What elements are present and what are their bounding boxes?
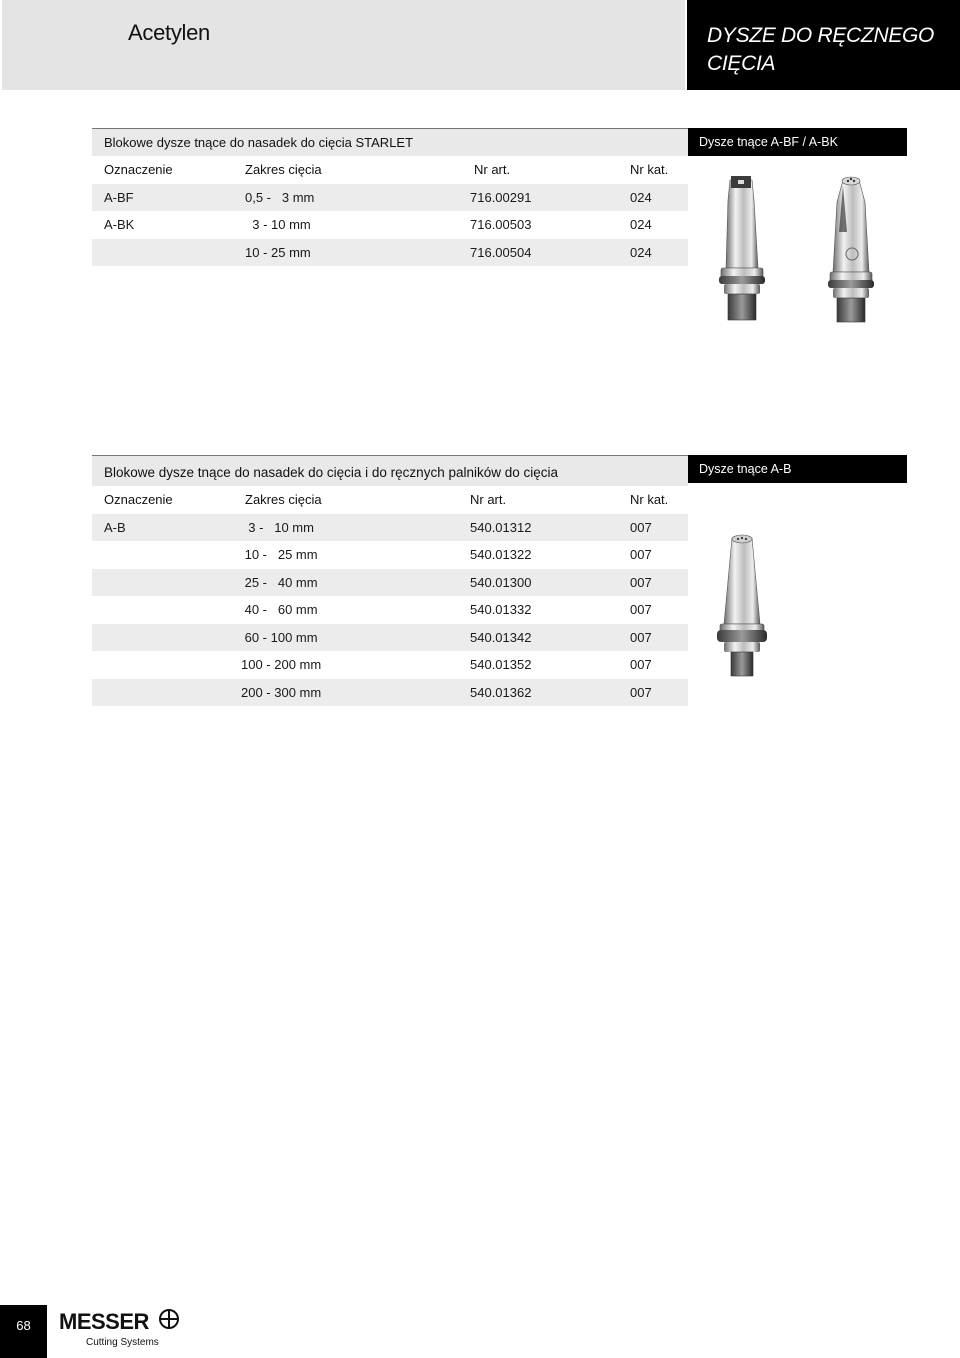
cell-nr-art: 716.00291 — [470, 189, 532, 205]
table-header-row — [92, 156, 688, 184]
cell-nr-art: 716.00503 — [470, 217, 532, 232]
table-caption: Blokowe dysze tnące do nasadek do cięcia i do ręcznych palników do cięcia — [92, 455, 688, 486]
cell-zakres: 60 - 100 mm — [241, 629, 318, 645]
nozzle-a-bk-image — [821, 172, 881, 324]
cell-nr-kat: 007 — [630, 574, 652, 590]
cell-zakres: 25 - 40 mm — [241, 574, 318, 590]
cell-zakres: 200 - 300 mm — [241, 684, 322, 700]
nozzle-a-b-image — [712, 530, 772, 680]
table-row — [92, 541, 688, 569]
header-right-band — [687, 0, 960, 90]
cell-oznaczenie: A-B — [104, 519, 126, 535]
nozzle-a-bf-image — [712, 172, 772, 324]
table-header-row — [92, 486, 688, 514]
cell-nr-art: 540.01312 — [470, 519, 532, 535]
side-label-a-bf-a-bk: Dysze tnące A-BF / A-BK — [688, 128, 907, 156]
col-header-oznaczenie: Oznaczenie — [104, 162, 173, 177]
page-number: 68 — [0, 1305, 47, 1358]
cell-nr-art: 540.01300 — [470, 574, 532, 590]
table-row — [92, 596, 688, 624]
cell-zakres: 40 - 60 mm — [241, 602, 318, 617]
cell-zakres: 10 - 25 mm — [245, 244, 311, 260]
section-title: Acetylen — [128, 20, 210, 45]
table-caption: Blokowe dysze tnące do nasadek do cięcia STARLET — [92, 128, 688, 156]
cell-nr-art: 540.01362 — [470, 684, 532, 700]
cell-nr-art: 540.01352 — [470, 657, 532, 672]
cell-zakres: 100 - 200 mm — [241, 657, 322, 672]
col-header-nr-kat: Nr kat. — [630, 162, 669, 177]
table-row — [92, 651, 688, 679]
col-header-nr-kat: Nr kat. — [630, 492, 669, 507]
table-row — [92, 184, 688, 212]
cell-nr-kat: 007 — [630, 602, 652, 617]
col-header-nr-art: Nr art. — [474, 162, 511, 177]
cell-zakres: 3 - 10 mm — [241, 519, 314, 535]
col-header-zakres: Zakres cięcia — [245, 162, 322, 177]
table-row — [92, 514, 688, 542]
brand-subtitle: Cutting Systems — [86, 1337, 159, 1348]
col-header-oznaczenie: Oznaczenie — [104, 492, 173, 507]
header-left-band — [2, 0, 685, 90]
col-header-zakres: Zakres cięcia — [245, 492, 322, 507]
brand-name: MESSER — [59, 1309, 149, 1334]
cell-nr-kat: 007 — [630, 519, 652, 535]
cell-zakres: 3 - 10 mm — [245, 217, 311, 232]
cell-nr-kat: 007 — [630, 547, 652, 562]
table-row — [92, 239, 688, 267]
cell-nr-art: 716.00504 — [470, 244, 532, 260]
cell-nr-kat: 024 — [630, 189, 652, 205]
table-row — [92, 569, 688, 597]
cell-nr-kat: 007 — [630, 657, 652, 672]
chapter-title: DYSZE DO RĘCZNEGO CIĘCIA — [707, 24, 935, 75]
messer-emblem-icon — [158, 1308, 180, 1330]
cell-nr-kat: 024 — [630, 217, 652, 232]
cell-zakres: 0,5 - 3 mm — [245, 189, 315, 205]
cell-nr-art: 540.01332 — [470, 602, 532, 617]
cell-zakres: 10 - 25 mm — [241, 547, 318, 562]
cell-oznaczenie: A-BF — [104, 189, 134, 205]
a-b-nozzle-table — [92, 455, 688, 706]
cell-oznaczenie: A-BK — [104, 217, 135, 232]
side-label-a-b: Dysze tnące A-B — [688, 455, 907, 483]
cell-nr-kat: 024 — [630, 244, 652, 260]
table-row — [92, 624, 688, 652]
messer-logo — [59, 1306, 199, 1348]
cell-nr-kat: 007 — [630, 684, 652, 700]
table-row — [92, 679, 688, 707]
cell-nr-kat: 007 — [630, 629, 652, 645]
starlet-nozzle-table — [92, 128, 688, 266]
table-row — [92, 211, 688, 239]
cell-nr-art: 540.01342 — [470, 629, 532, 645]
cell-nr-art: 540.01322 — [470, 547, 532, 562]
col-header-nr-art: Nr art. — [470, 492, 507, 507]
